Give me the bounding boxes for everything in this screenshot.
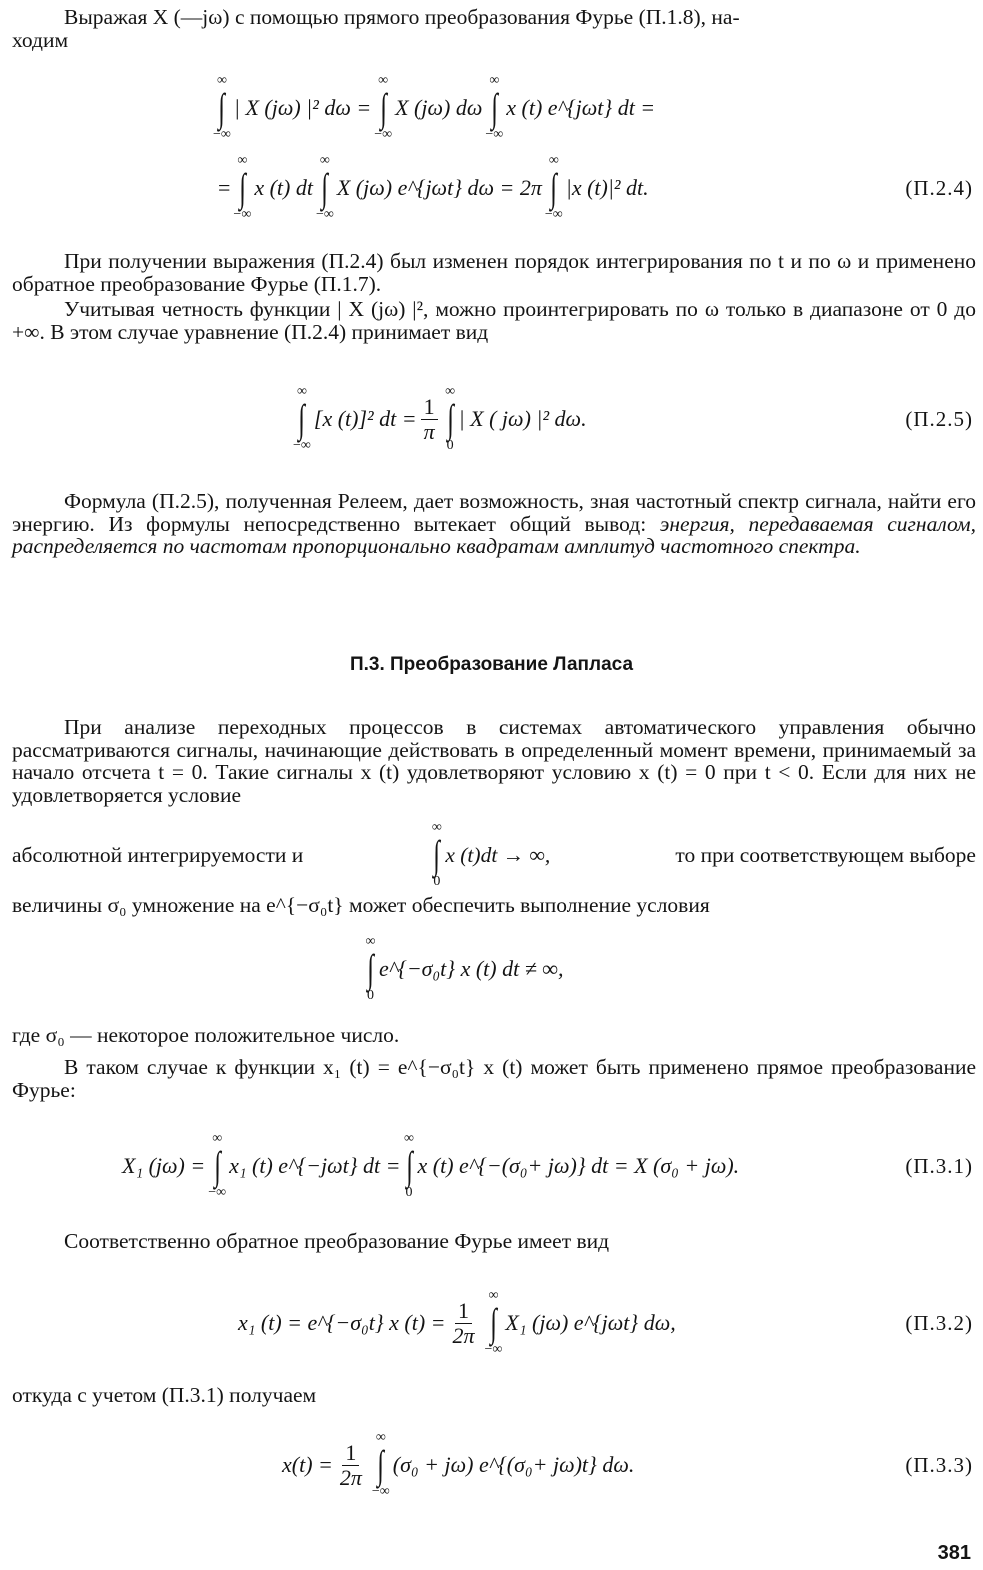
eq-p3-1-mid: x₁ (t) e^{−jωt} dt = <box>229 1153 401 1178</box>
eq-p2-4-rhs: x (t) e^{jωt} dt = <box>506 95 656 120</box>
paragraph-parity: Учитывая четность функции | X (jω) |², можно проинтегрировать по ω только в диапазоне от 0 до +∞. В этом случае уравнение (П.2.4) принимает вид <box>12 297 976 344</box>
paragraph-transients: При анализе переходных процессов в системах автоматического управления обычно рассматриваются сигналы, начинающие действовать в определенный момент времени, принимаемый за начало отсчета t = 0. Такие сигналы x (t) удовлетворяют условию x (t) = 0 при t < 0. Если для них не удовлетворяется условие <box>12 715 976 807</box>
equation-p2-4-line1 <box>0 68 983 148</box>
equation-number: (П.3.3) <box>905 1452 973 1477</box>
page-number: 381 <box>937 1542 971 1564</box>
integral-sign: ∞ ∫ 0 <box>445 384 456 453</box>
integral-sign: ∞ ∫ 0 <box>431 820 442 889</box>
equation-p3-2 <box>0 1280 983 1366</box>
equation-condition <box>0 930 983 1008</box>
section-heading: П.3. Преобразование Лапласа <box>349 654 634 675</box>
paragraph-transients-cont <box>12 820 976 890</box>
integral-sign: ∞ ∫ −∞ <box>293 384 311 453</box>
fraction: $\frac{1}{2\pi}$ <box>339 1439 362 1490</box>
eq-p2-4-mid: X (jω) dω <box>395 95 483 120</box>
absolute-integrability-text: абсолютной интегрируемости и <box>12 842 304 867</box>
eq-p3-1-lhs: X₁ (jω) = <box>122 1153 206 1178</box>
integral-sign: ∞ ∫ 0 <box>365 934 376 1003</box>
eq-p2-5-lhs: [x (t)]² dt = <box>313 406 417 431</box>
paragraph-rayleigh-conclusion: энергия, передаваемая сигналом, распределяется по частотам пропорционально квадратам амплитуд частотного спектра. <box>12 511 977 558</box>
equation-number: (П.3.2) <box>905 1310 973 1335</box>
equation-number: (П.2.4) <box>905 175 973 200</box>
choice-text: то при соответствующем выборе <box>675 842 976 867</box>
eq-p2-4-a: x (t) dt <box>254 175 313 200</box>
equation-p2-5 <box>0 376 983 462</box>
eq-p2-4-b: X (jω) e^{jωt} dω = 2π <box>336 175 542 200</box>
inline-integral: x (t)dt → ∞, <box>445 842 551 867</box>
eq-p2-5-rhs: | X ( jω) |² dω. <box>458 406 587 431</box>
paragraph-positive-number: где σ₀ — некоторое положительное число. <box>12 1023 400 1047</box>
equation-p2-4-line2: = ∞ ∫ −∞ x (t) dt ∞ ∫ −∞ X (jω) e^{jωt} dω = 2π ∞ ∫ −∞ |x (t)|² dt. (П.2.4) <box>0 148 983 228</box>
eq-p3-1-rhs: x (t) e^{−(σ₀+ jω)} dt = X (σ₀ + jω). <box>417 1153 740 1178</box>
paragraph-sigma: величины σ₀ умножение на e^{−σ₀t} может обеспечить выполнение условия <box>12 893 710 917</box>
integral-sign: ∞ ∫ −∞ <box>371 1430 390 1499</box>
paragraph-hence: откуда с учетом (П.3.1) получаем <box>12 1383 317 1407</box>
integral-sign: ∞ ∫ −∞ <box>484 1288 503 1357</box>
integral-sign: ∞ ∫ −∞ <box>544 153 563 222</box>
eq-p3-3-rhs: (σ₀ + jω) e^{(σ₀+ jω)t} dω. <box>392 1452 635 1477</box>
fraction: $\frac{1}{\pi}$ <box>421 395 438 444</box>
eq-p3-2-rhs: X₁ (jω) e^{jωt} dω, <box>505 1310 676 1335</box>
eq-p2-4-lhs: | X (jω) |² dω = <box>233 95 372 120</box>
paragraph-intro-line1: Выражая X (—jω) с помощью прямого преобразования Фурье (П.1.8), на- <box>64 5 740 29</box>
paragraph-inverse-fourier: Соответственно обратное преобразование Фурье имеет вид <box>64 1229 610 1253</box>
equation-number: (П.2.5) <box>905 406 973 431</box>
eq-p3-2-lhs: x₁ (t) = e^{−σ₀t} x (t) = <box>238 1310 446 1335</box>
integral-sign: ∞ ∫ −∞ <box>213 73 231 142</box>
integral-sign: ∞ ∫ −∞ <box>208 1131 227 1200</box>
integral-sign: ∞ ∫ −∞ <box>315 153 334 222</box>
paragraph-intro <box>12 6 976 51</box>
integral-sign: ∞ ∫ 0 <box>404 1131 414 1200</box>
integral-sign: ∞ ∫ −∞ <box>374 73 393 142</box>
integral-sign: ∞ ∫ −∞ <box>233 153 252 222</box>
paragraph-integration-order: При получении выражения (П.2.4) был изменен порядок интегрирования по t и по ω и применено обратное преобразование Фурье (П.1.7). <box>12 249 976 296</box>
eq-p2-4-c: |x (t)|² dt. <box>565 175 649 200</box>
paragraph-rayleigh <box>12 490 976 558</box>
eq-condition-body: e^{−σ₀t} x (t) dt ≠ ∞, <box>378 956 564 981</box>
equation-p3-3 <box>0 1420 983 1510</box>
fraction: $\frac{1}{2\pi}$ <box>452 1297 475 1348</box>
integral-sign: ∞ ∫ −∞ <box>485 73 504 142</box>
equation-p3-1 <box>0 1126 983 1206</box>
equation-number: (П.3.1) <box>905 1153 973 1178</box>
paragraph-forward-fourier: В таком случае к функции x₁ (t) = e^{−σ₀t} x (t) может быть применено прямое преобразование Фурье: <box>12 1055 976 1102</box>
paragraph-rayleigh-text: Формула (П.2.5), полученная Релеем, дает возможность, зная частотный спектр сигнала, найти его энергию. Из формулы непосредственно вытекает общий вывод: <box>12 489 976 536</box>
eq-p3-3-lhs: x(t) = <box>282 1452 333 1477</box>
paragraph-intro-line2: ходим <box>12 27 69 52</box>
